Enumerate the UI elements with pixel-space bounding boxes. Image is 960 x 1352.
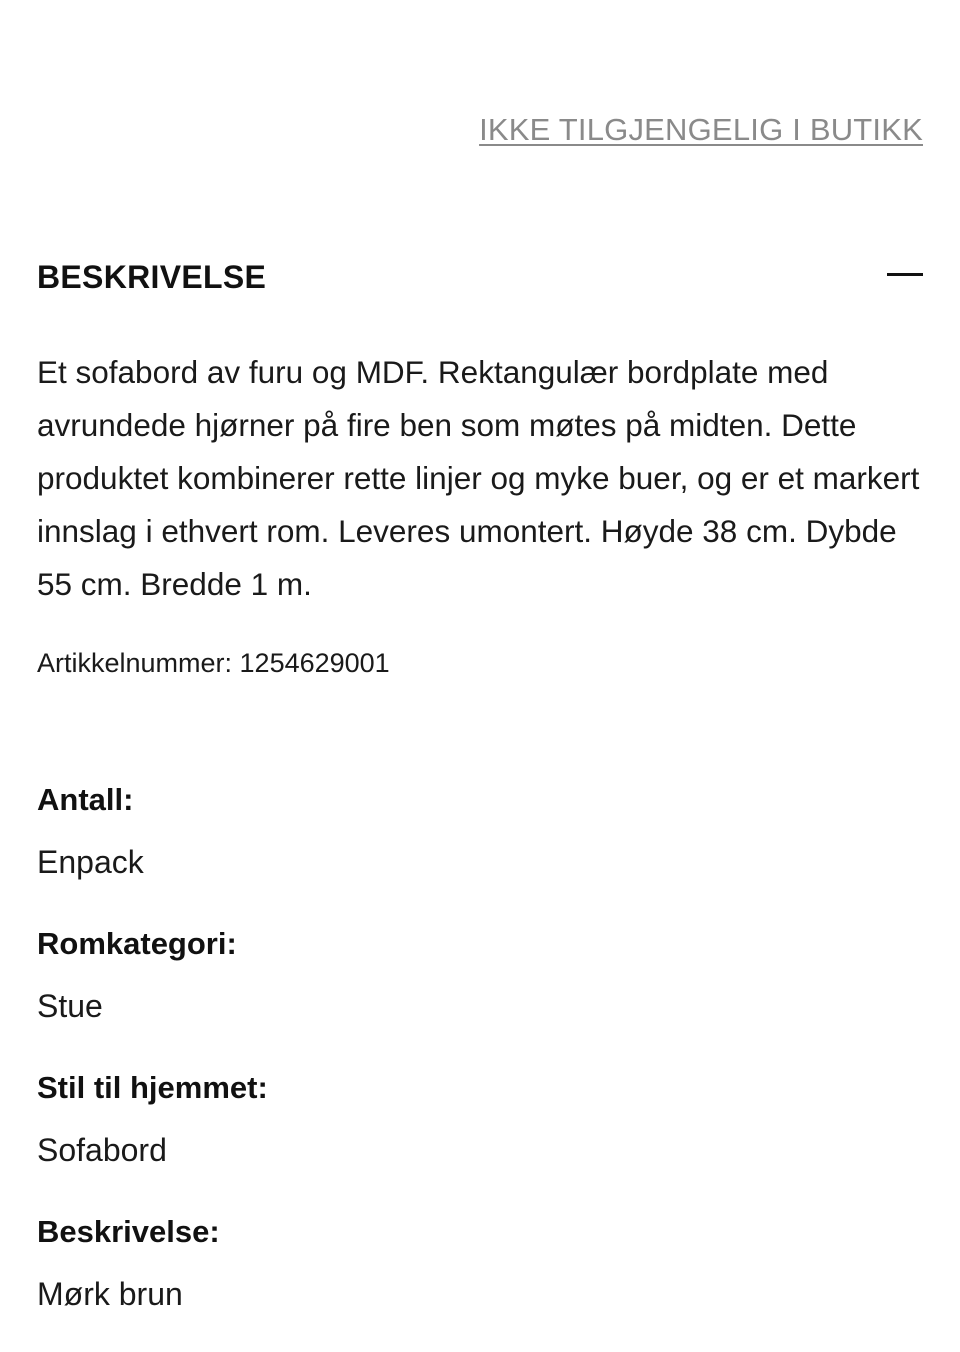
spec-label: Stil til hjemmet: xyxy=(37,1070,268,1105)
description-section-toggle[interactable] xyxy=(37,252,923,302)
section-title: BESKRIVELSE xyxy=(37,258,267,295)
spec-label: Antall: xyxy=(37,782,134,817)
spec-label: Beskrivelse: xyxy=(37,1214,220,1249)
article-number: Artikkelnummer: 1254629001 xyxy=(37,648,390,678)
spec-item-home-style xyxy=(37,1064,268,1208)
spec-value: Sofabord xyxy=(37,1132,167,1168)
spec-value: Enpack xyxy=(37,844,144,880)
spec-value: Stue xyxy=(37,988,103,1024)
spec-list xyxy=(37,776,268,1352)
store-availability-link[interactable]: IKKE TILGJENGELIG I BUTIKK xyxy=(479,112,923,147)
spec-item-room-category xyxy=(37,920,268,1064)
spec-label: Romkategori: xyxy=(37,926,237,961)
minus-icon[interactable] xyxy=(887,273,923,276)
spec-item-quantity xyxy=(37,776,268,920)
spec-item-description xyxy=(37,1208,268,1352)
product-description: Et sofabord av furu og MDF. Rektangulær bordplate med avrundede hjørner på fire ben som møtes på midten. Dette produktet kombinerer rette linjer og myke buer, og er et markert innslag i ethvert rom. Leveres umontert. Høyde 38 cm. Dybde 55 cm. Bredde 1 m. xyxy=(37,354,920,602)
spec-value: Mørk brun xyxy=(37,1276,183,1312)
